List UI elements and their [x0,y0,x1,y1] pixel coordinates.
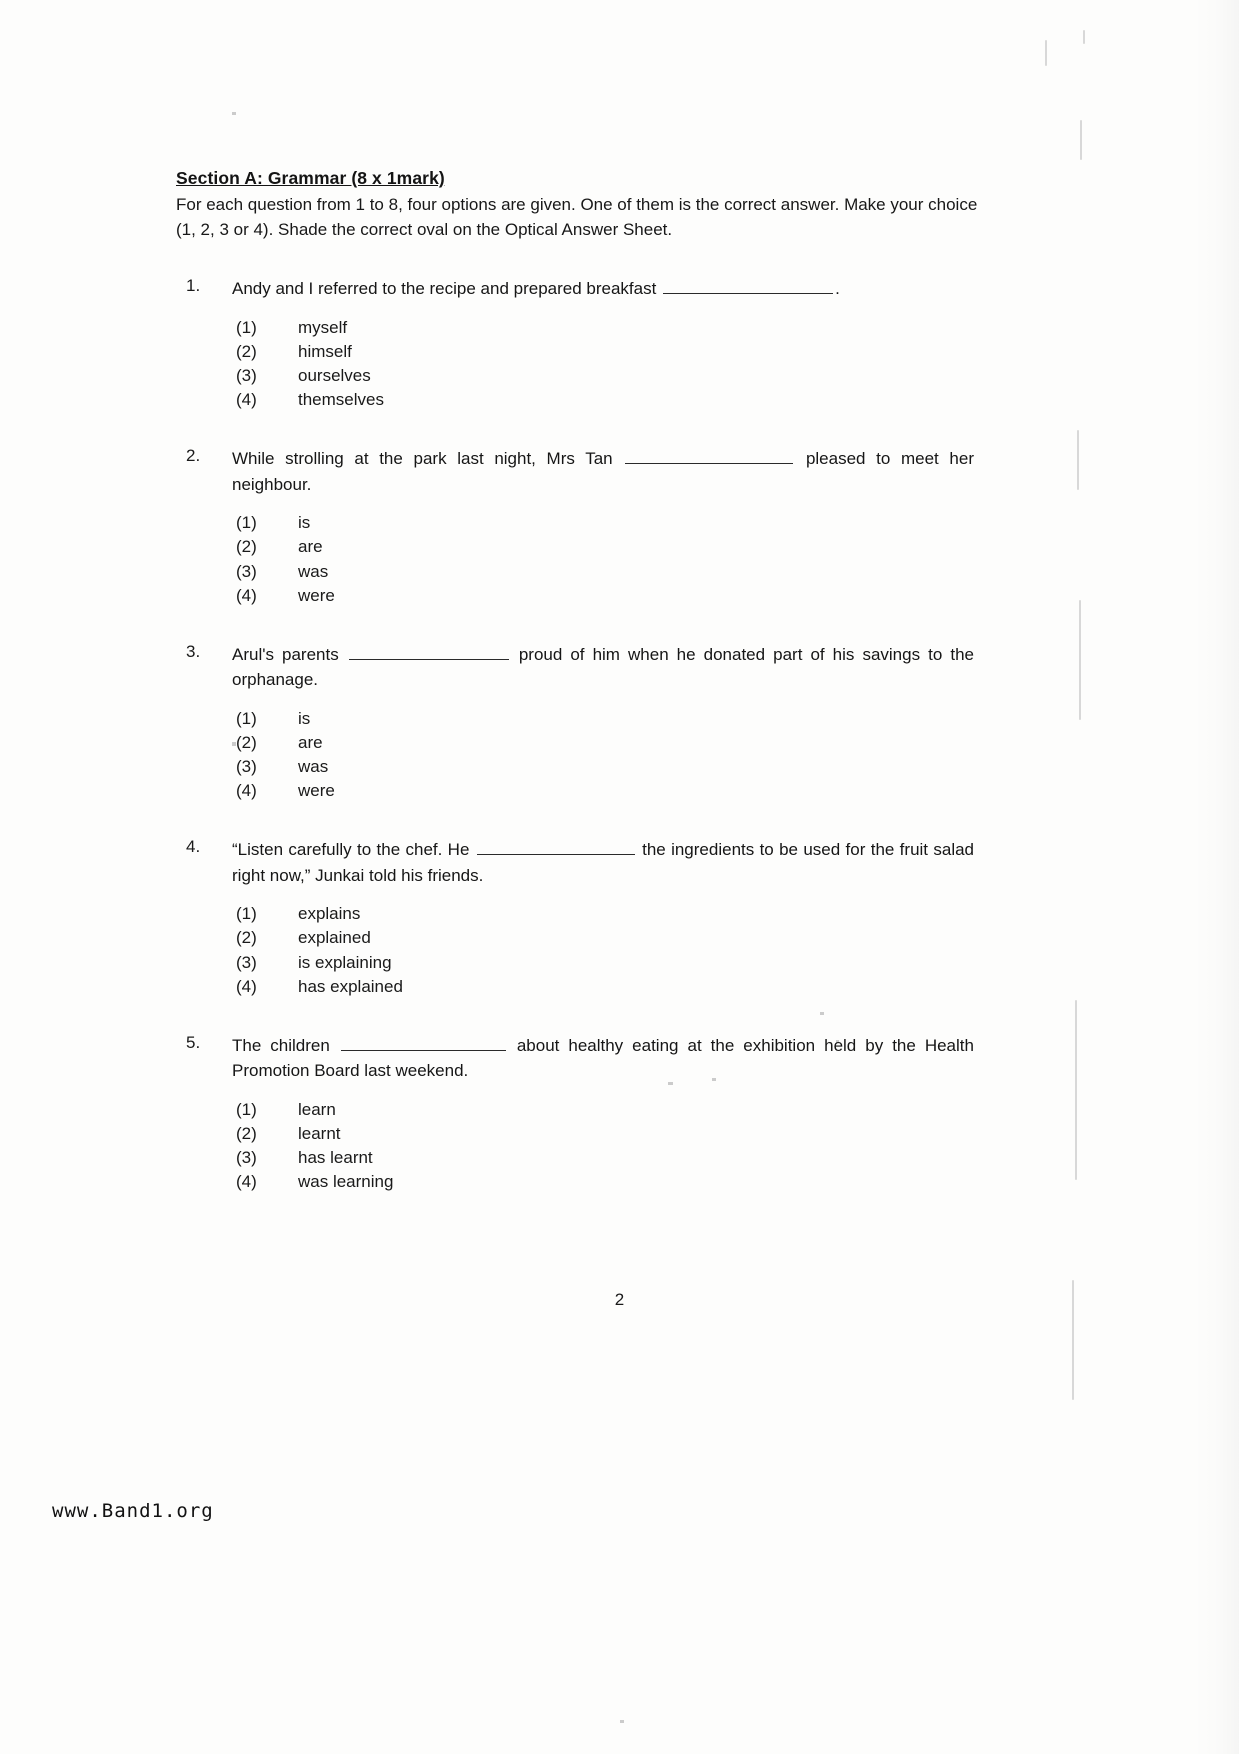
option-item[interactable] [236,535,976,559]
option-item[interactable] [236,731,976,755]
option-text: was [298,757,329,777]
option-item[interactable] [236,707,976,731]
option-list [176,1098,976,1195]
scan-speck [1080,120,1082,160]
option-label: (2) [236,732,257,752]
option-list [176,316,976,413]
option-label: (4) [236,585,257,605]
option-item[interactable] [236,1146,976,1170]
option-label: (1) [236,317,257,337]
question-item [176,837,976,999]
option-text: has learnt [298,1148,373,1168]
option-label: (1) [236,904,257,924]
option-item[interactable] [236,926,976,950]
answer-blank [341,1036,506,1051]
option-text: are [298,537,323,557]
scan-speck [1079,600,1081,720]
option-label: (3) [236,561,257,581]
option-item[interactable] [236,340,976,364]
option-text: himself [298,341,352,361]
question-text [232,642,974,693]
option-label: (3) [236,952,257,972]
page-number: 2 [614,1290,625,1309]
option-item[interactable] [236,1170,976,1194]
option-item[interactable] [236,975,976,999]
question-text [232,837,974,888]
scan-speck [1083,30,1085,44]
option-list [176,707,976,804]
option-item[interactable] [236,951,976,975]
question-stem-before: While strolling at the park last night, Mrs Tan [232,449,613,469]
page-title: Section A: Grammar (8 x 1mark) [176,168,445,188]
question-stem-after: pleased to meet her neighbour. [232,449,974,494]
option-list [176,902,976,999]
option-item[interactable] [236,779,976,803]
option-list [176,511,976,608]
option-label: (3) [236,366,257,386]
question-stem-after: . [835,279,840,299]
scan-speck [1045,40,1047,66]
option-text: is [298,708,311,728]
question-number: 4. [186,837,201,857]
option-text: has explained [298,976,403,996]
option-label: (4) [236,976,257,996]
option-label: (2) [236,341,257,361]
question-text [232,446,974,497]
option-text: learn [298,1099,336,1119]
option-label: (3) [236,757,257,777]
option-text: are [298,732,323,752]
option-text: myself [298,317,348,337]
option-label: (1) [236,1099,257,1119]
question-number: 5. [186,1032,201,1052]
option-label: (2) [236,537,257,557]
answer-blank [625,449,793,464]
option-item[interactable] [236,584,976,608]
question-item [176,642,976,804]
option-item[interactable] [236,511,976,535]
answer-blank [349,645,509,660]
scan-speck [1075,1000,1077,1180]
option-text: were [298,781,335,801]
option-item[interactable] [236,364,976,388]
option-text: explains [298,904,361,924]
option-item[interactable] [236,902,976,926]
question-stem-before: Arul's parents [232,644,339,664]
option-text: is [298,513,311,533]
scan-speck [1077,430,1079,490]
question-text [232,276,974,302]
question-stem-after: about healthy eating at the exhibition held by the Health Promotion Board last weekend. [232,1035,974,1081]
option-label: (4) [236,390,257,410]
option-text: themselves [298,390,384,410]
option-label: (4) [236,781,257,801]
instructions-text: For each question from 1 to 8, four options are given. One of them is the correct answer. Make your choice (1, 2, 3 or 4). Shade the correct oval on the Optical Answer Sheet. [176,195,978,239]
question-number: 3. [186,641,201,661]
option-text: was [298,561,329,581]
option-item[interactable] [236,755,976,779]
footer-watermark-url: www.Band1.org [52,1500,214,1522]
option-label: (4) [236,1172,257,1192]
option-label: (3) [236,1148,257,1168]
question-stem-after: proud of him when he donated part of his savings to the orphanage. [232,644,974,690]
option-item[interactable] [236,1122,976,1146]
option-item[interactable] [236,560,976,584]
exam-content [176,168,976,1194]
question-stem-before: “Listen carefully to the chef. He [232,840,470,860]
option-label: (2) [236,1123,257,1143]
option-label: (1) [236,513,257,533]
answer-blank [663,279,833,294]
question-number: 1. [186,276,201,296]
question-stem-after: the ingredients to be used for the fruit salad right now,” Junkai told his friends. [232,840,975,885]
dust-mark [232,112,236,115]
option-label: (2) [236,928,257,948]
scan-edge-shading [1193,0,1239,1754]
question-text [232,1033,974,1084]
dust-mark [620,1720,624,1723]
option-item[interactable] [236,316,976,340]
option-label: (1) [236,708,257,728]
question-item [176,446,976,608]
question-item [176,276,976,412]
option-text: ourselves [298,366,371,386]
question-item [176,1033,976,1195]
answer-blank [477,840,635,855]
option-item[interactable] [236,388,976,412]
option-text: explained [298,928,371,948]
question-stem-before: The children [232,1035,330,1055]
option-text: learnt [298,1123,341,1143]
question-number: 2. [186,446,201,466]
option-text: is explaining [298,952,392,972]
option-text: were [298,585,335,605]
question-stem-before: Andy and I referred to the recipe and prepared breakfast [232,279,657,299]
option-text: was learning [298,1172,394,1192]
option-item[interactable] [236,1098,976,1122]
